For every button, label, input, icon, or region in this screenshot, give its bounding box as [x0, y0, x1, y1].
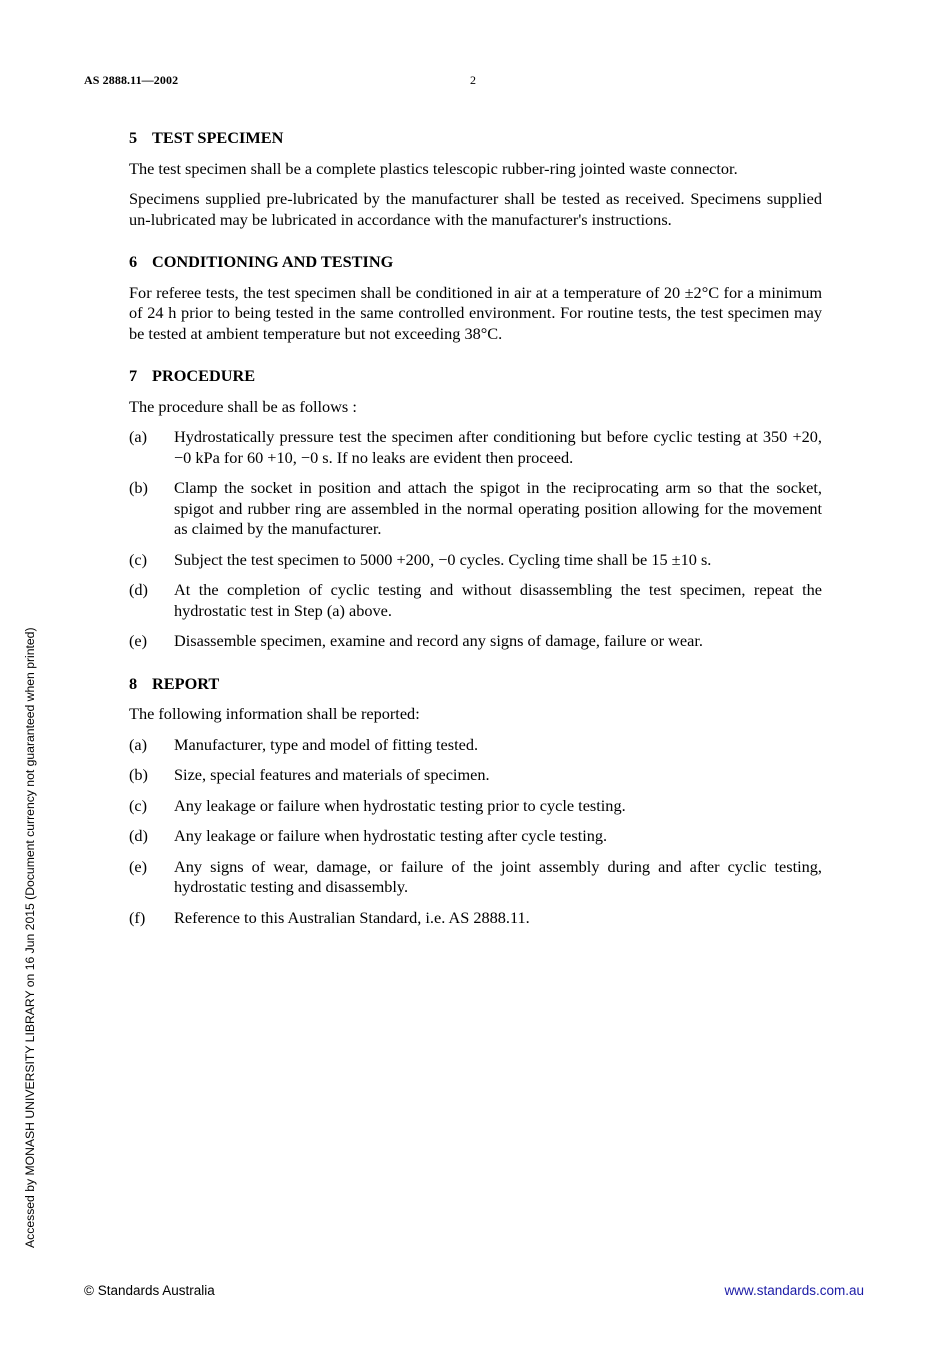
procedure-list — [129, 427, 822, 652]
list-label: (c) — [129, 795, 148, 815]
list-text: Subject the test specimen to 5000 +200, −0 cycles. Cycling time shall be 15 ±10 s. — [174, 549, 712, 569]
list-item — [129, 580, 822, 621]
paragraph: Specimens supplied pre-lubricated by the manufacturer shall be tested as received. Specimens supplied un-lubricated may be lubricated in accordance with the manufacturer's instructions. — [129, 189, 822, 229]
list-text: Any leakage or failure when hydrostatic testing prior to cycle testing. — [174, 795, 626, 815]
list-label: (d) — [129, 826, 148, 845]
section-number: 6 — [129, 252, 138, 271]
section-number: 8 — [129, 673, 138, 693]
list-text: Size, special features and materials of specimen. — [174, 765, 490, 784]
document-body — [129, 128, 822, 938]
list-text: Hydrostatically pressure test the specimen after conditioning but before cyclic testing at 350 +20, −0 kPa for 60 +10, −0 s. If no leaks are evident then proceed. — [174, 427, 822, 467]
list-label: (f) — [129, 907, 146, 927]
access-watermark: Accessed by MONASH UNIVERSITY LIBRARY on 16 Jun 2015 (Document currency not guaranteed when printed) — [23, 627, 37, 1248]
section-procedure — [129, 366, 822, 652]
section-heading — [129, 128, 822, 149]
list-label: (a) — [129, 734, 148, 754]
list-text: Manufacturer, type and model of fitting tested. — [174, 734, 479, 754]
website-link[interactable]: www.standards.com.au — [724, 1283, 864, 1298]
page-number: 2 — [470, 73, 476, 87]
section-conditioning-and-testing — [129, 252, 822, 344]
section-test-specimen — [129, 128, 822, 230]
section-intro: The procedure shall be as follows : — [129, 396, 357, 416]
standard-id: AS 2888.11—2002 — [84, 73, 179, 87]
list-item — [129, 826, 822, 847]
list-label: (e) — [129, 631, 148, 650]
section-report — [129, 674, 822, 929]
list-item — [129, 796, 822, 817]
list-item — [129, 478, 822, 540]
section-title: PROCEDURE — [152, 366, 256, 385]
copyright-notice: © Standards Australia — [84, 1283, 215, 1298]
list-item — [129, 765, 822, 786]
list-label: (b) — [129, 478, 148, 497]
report-list — [129, 735, 822, 929]
list-text: At the completion of cyclic testing and without disassembling the test specimen, repeat the hydrostatic test in Step (a) above. — [174, 580, 822, 620]
list-item — [129, 427, 822, 468]
list-text: Reference to this Australian Standard, i.e. AS 2888.11. — [174, 907, 530, 927]
list-label: (d) — [129, 580, 148, 599]
list-item — [129, 631, 822, 652]
list-text: Any leakage or failure when hydrostatic testing after cycle testing. — [174, 826, 608, 845]
section-heading — [129, 674, 822, 695]
list-text: Any signs of wear, damage, or failure of the joint assembly during and after cyclic testing, hydrostatic testing and disassembly. — [174, 856, 822, 896]
list-item — [129, 908, 822, 929]
paragraph: The test specimen shall be a complete plastics telescopic rubber-ring jointed waste connector. — [129, 158, 738, 178]
list-label: (a) — [129, 427, 148, 446]
section-intro: The following information shall be reported: — [129, 704, 420, 723]
list-label: (c) — [129, 549, 148, 569]
section-number: 5 — [129, 128, 138, 147]
list-text: Disassemble specimen, examine and record any signs of damage, failure or wear. — [174, 631, 703, 650]
list-label: (e) — [129, 856, 148, 876]
list-label: (b) — [129, 765, 148, 784]
section-heading — [129, 252, 822, 273]
section-title: CONDITIONING AND TESTING — [152, 252, 394, 271]
list-text: Clamp the socket in position and attach the spigot in the reciprocating arm so that the socket, spigot and rubber ring are assembled in the normal operating position allowing for the movement as claimed by the manufacturer. — [174, 478, 822, 538]
paragraph: For referee tests, the test specimen shall be conditioned in air at a temperature of 20 ±2°C for a minimum of 24 h prior to being tested in the same controlled environment. For routine tests, the test specimen may be tested at ambient temperature but not exceeding 38°C. — [129, 282, 822, 343]
section-number: 7 — [129, 366, 138, 385]
section-heading — [129, 366, 822, 387]
list-item — [129, 550, 822, 571]
list-item — [129, 857, 822, 898]
list-item — [129, 735, 822, 756]
section-title: TEST SPECIMEN — [152, 128, 284, 147]
section-title: REPORT — [152, 673, 220, 693]
